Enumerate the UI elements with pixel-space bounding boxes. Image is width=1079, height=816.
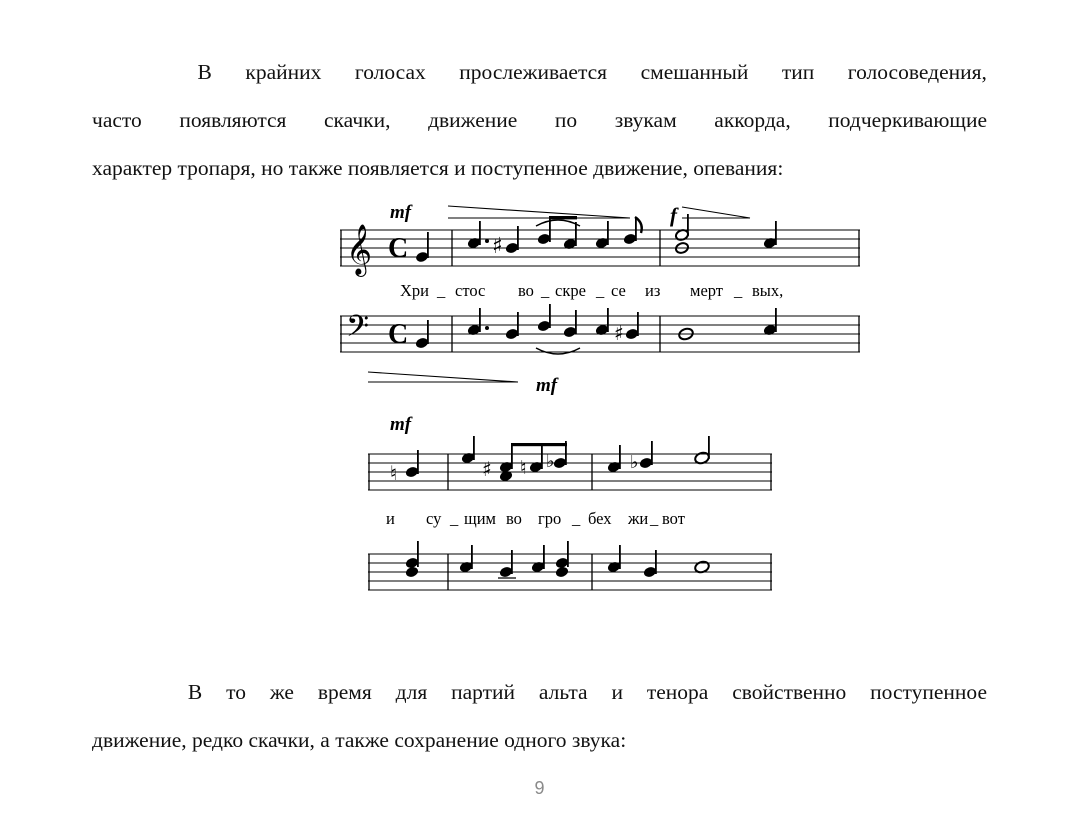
- word: скачки,: [324, 108, 391, 132]
- word: звукам: [614, 108, 677, 132]
- word: часто: [92, 108, 142, 132]
- lyric-hyphen: _: [734, 281, 743, 300]
- paragraph-top-line-1: [92, 48, 987, 96]
- hairpin-diminuendo-icon: [682, 207, 750, 218]
- hairpin-crescendo-icon: [448, 206, 630, 218]
- lyric-syllable: скре: [555, 281, 586, 300]
- word: по: [554, 108, 578, 132]
- word: прослеживается: [459, 60, 608, 84]
- flat-accidental-icon: ♭: [546, 451, 555, 472]
- lyric-syllable: и: [386, 509, 395, 528]
- word: крайних: [245, 60, 322, 84]
- flat-accidental-icon-two: ♭: [630, 452, 639, 473]
- natural-accidental-icon-two: ♮: [520, 457, 527, 479]
- dynamic-mf-label-two: mf: [390, 414, 412, 435]
- paragraph-bottom: [92, 668, 987, 764]
- lyric-syllable: жи: [628, 509, 649, 528]
- word: голосоведения,: [847, 60, 987, 84]
- word: появляются: [179, 108, 287, 132]
- word: тенора: [646, 680, 709, 704]
- word: то: [226, 680, 246, 704]
- word: альта: [538, 680, 588, 704]
- time-signature-common-lower: C: [388, 319, 409, 350]
- lyric-syllable: мерт: [690, 281, 724, 300]
- paragraph-top-line-3: характер тропаря, но также появляется и поступенное движение, опевания:: [92, 156, 784, 180]
- lyric-syllable: бех: [588, 509, 612, 528]
- word: подчеркивающие: [828, 108, 987, 132]
- lyric-syllable: се: [611, 281, 626, 300]
- word: аккорда,: [714, 108, 791, 132]
- music-example-one: [330, 196, 870, 406]
- word: для: [395, 680, 428, 704]
- lyric-syllable: вых,: [752, 281, 784, 300]
- lower-staff-notes-two: [405, 541, 711, 578]
- lyric-syllable: из: [645, 281, 661, 300]
- upper-staff-notes-two: [390, 436, 710, 485]
- sharp-accidental-icon-lower: ♯: [614, 321, 624, 345]
- lyric-syllable: щим: [464, 509, 496, 528]
- lyric-hyphen: _: [541, 281, 550, 300]
- dynamic-mf-label: mf: [390, 202, 412, 223]
- lyric-syllable: во: [518, 281, 534, 300]
- word: же: [269, 680, 294, 704]
- time-signature-common: C: [388, 233, 409, 264]
- lyric-hyphen: _: [650, 509, 659, 528]
- lyric-syllable: во: [506, 509, 522, 528]
- word: тип: [781, 60, 815, 84]
- music-example-two: [360, 404, 780, 644]
- paragraph-bottom-line-1: [92, 668, 987, 716]
- sharp-accidental-icon: ♯: [492, 234, 503, 259]
- lower-staff-lines-two: [368, 554, 772, 590]
- lyric-hyphen: _: [450, 509, 459, 528]
- lyric-syllable: Хри: [400, 281, 429, 300]
- dynamic-mf-lower-label: mf: [536, 375, 558, 396]
- lyric-hyphen: _: [437, 281, 446, 300]
- paragraph-top: [92, 48, 987, 192]
- hairpin-diminuendo-lower-icon: [368, 372, 518, 382]
- treble-clef-icon: 𝄞: [346, 224, 373, 275]
- dynamic-f-label: f: [670, 203, 677, 227]
- sharp-accidental-icon-two: ♯: [482, 457, 492, 481]
- paragraph-bottom-line-2: движение, редко скачки, а также сохранение одного звука:: [92, 728, 627, 752]
- upper-staff-lines-two: [368, 454, 772, 490]
- lyrics-row-two: [386, 509, 685, 528]
- word: В: [187, 680, 203, 704]
- word: поступенное: [870, 680, 987, 704]
- word: движение: [428, 108, 518, 132]
- page-number: 9: [534, 778, 545, 798]
- word: партий: [451, 680, 516, 704]
- natural-accidental-icon: ♮: [390, 461, 398, 485]
- word: голосах: [354, 60, 426, 84]
- lower-staff-notes: [415, 304, 778, 354]
- word: и: [611, 680, 623, 704]
- word: свойственно: [732, 680, 847, 704]
- lyric-hyphen: _: [572, 509, 581, 528]
- word: смешанный: [640, 60, 749, 84]
- lyric-syllable: вот: [662, 509, 685, 528]
- lyric-syllable: су: [426, 509, 442, 528]
- lyric-syllable: гро: [538, 509, 562, 528]
- lyric-syllable: стос: [455, 281, 486, 300]
- bass-clef-icon: 𝄢: [346, 310, 370, 351]
- word: В: [197, 60, 212, 84]
- word: время: [317, 680, 372, 704]
- paragraph-top-line-2: [92, 96, 987, 144]
- lyrics-row-one: [400, 281, 783, 300]
- lyric-hyphen: _: [596, 281, 605, 300]
